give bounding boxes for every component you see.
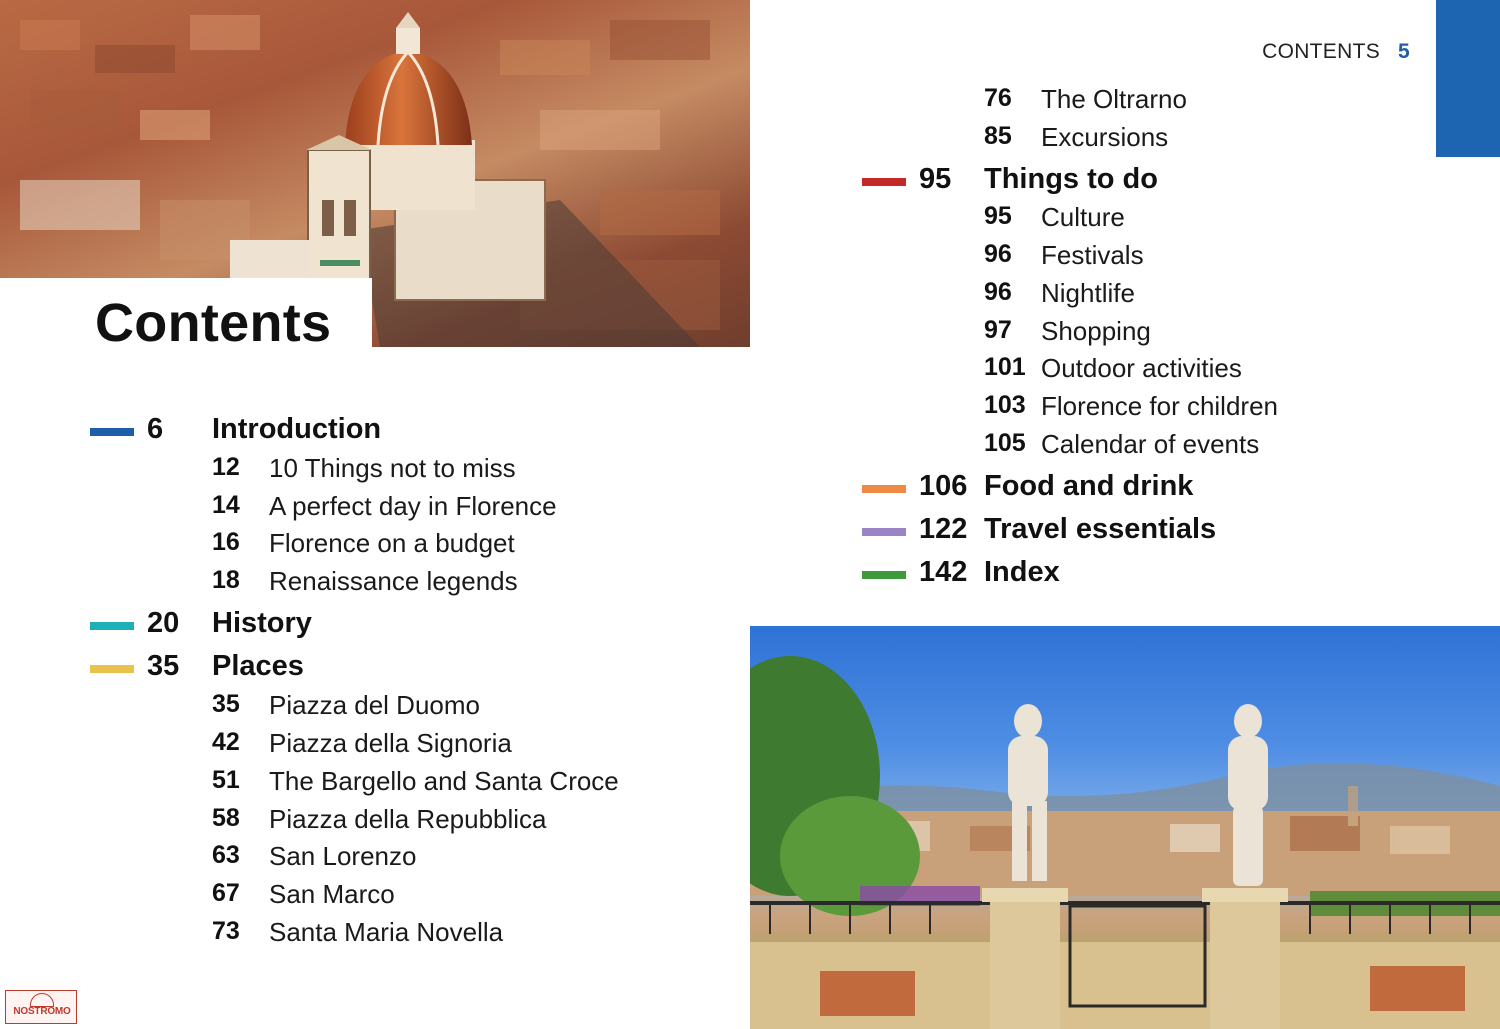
toc-title: Florence on a budget <box>269 528 515 558</box>
statues-illustration <box>750 626 1500 1029</box>
toc-title: Piazza della Signoria <box>269 728 512 758</box>
toc-title: Calendar of events <box>1041 429 1260 459</box>
introduction-color-bar <box>90 428 134 436</box>
page-number: 5 <box>1398 40 1410 63</box>
toc-page: 18 <box>212 566 240 594</box>
toc-page: 96 <box>984 278 1012 306</box>
toc-page: 96 <box>984 240 1012 268</box>
food-and-drink-color-bar <box>862 485 906 493</box>
toc-title: A perfect day in Florence <box>269 491 557 521</box>
toc-page: 105 <box>984 429 1026 457</box>
chapter-tab <box>1436 0 1500 157</box>
toc-page: 16 <box>212 528 240 556</box>
toc-title: Shopping <box>1041 316 1151 346</box>
toc-page: 67 <box>212 879 240 907</box>
toc-page: 51 <box>212 766 240 794</box>
things-to-do-color-bar <box>862 178 906 186</box>
toc-title: Piazza della Repubblica <box>269 804 547 834</box>
toc-title: Index <box>984 556 1060 588</box>
toc-page: 12 <box>212 453 240 481</box>
toc-page: 76 <box>984 84 1012 112</box>
toc-page: 95 <box>984 202 1012 230</box>
toc-title: Nightlife <box>1041 278 1135 308</box>
toc-title: Things to do <box>984 163 1158 195</box>
toc-page: 95 <box>919 163 952 195</box>
toc-page: 101 <box>984 353 1026 381</box>
index-color-bar <box>862 571 906 579</box>
toc-title: The Oltrarno <box>1041 84 1187 114</box>
toc-page: 63 <box>212 841 240 869</box>
toc-page: 58 <box>212 804 240 832</box>
toc-page: 103 <box>984 391 1026 419</box>
toc-title: Piazza del Duomo <box>269 690 480 720</box>
history-color-bar <box>90 622 134 630</box>
toc-page: 122 <box>919 513 968 545</box>
toc-title: Travel essentials <box>984 513 1217 545</box>
toc-title: San Marco <box>269 879 395 909</box>
toc-page: 73 <box>212 917 240 945</box>
toc-title: Food and drink <box>984 470 1194 502</box>
toc-title: Santa Maria Novella <box>269 917 504 947</box>
toc-title: Culture <box>1041 202 1125 232</box>
toc-title: Places <box>212 650 304 682</box>
toc-title: The Bargello and Santa Croce <box>269 766 619 796</box>
toc-page: 142 <box>919 556 968 588</box>
watermark-text: NOSTROMO <box>13 1006 71 1017</box>
toc-page: 85 <box>984 122 1012 150</box>
section-label: CONTENTS <box>1262 40 1381 63</box>
toc-page: 6 <box>147 413 164 445</box>
toc-page: 35 <box>147 650 180 682</box>
toc-title: Florence for children <box>1041 391 1278 421</box>
nostromo-watermark <box>5 990 77 1024</box>
toc-page: 14 <box>212 491 240 519</box>
running-header <box>1262 40 1410 64</box>
places-color-bar <box>90 665 134 673</box>
toc-page: 35 <box>212 690 240 718</box>
toc-page: 97 <box>984 316 1012 344</box>
garden-statues-photo <box>750 626 1500 1029</box>
toc-title: Excursions <box>1041 122 1169 152</box>
toc-page: 42 <box>212 728 240 756</box>
toc-title: Renaissance legends <box>269 566 518 596</box>
toc-title: Introduction <box>212 413 382 445</box>
toc-page: 106 <box>919 470 968 502</box>
toc-title: 10 Things not to miss <box>269 453 516 483</box>
toc-title: Festivals <box>1041 240 1144 270</box>
travel-essentials-color-bar <box>862 528 906 536</box>
toc-title: San Lorenzo <box>269 841 417 871</box>
toc-title: Outdoor activities <box>1041 353 1242 383</box>
toc-page: 20 <box>147 607 180 639</box>
toc-title: History <box>212 607 312 639</box>
page-title: Contents <box>95 293 332 353</box>
globe-icon <box>30 993 54 1007</box>
